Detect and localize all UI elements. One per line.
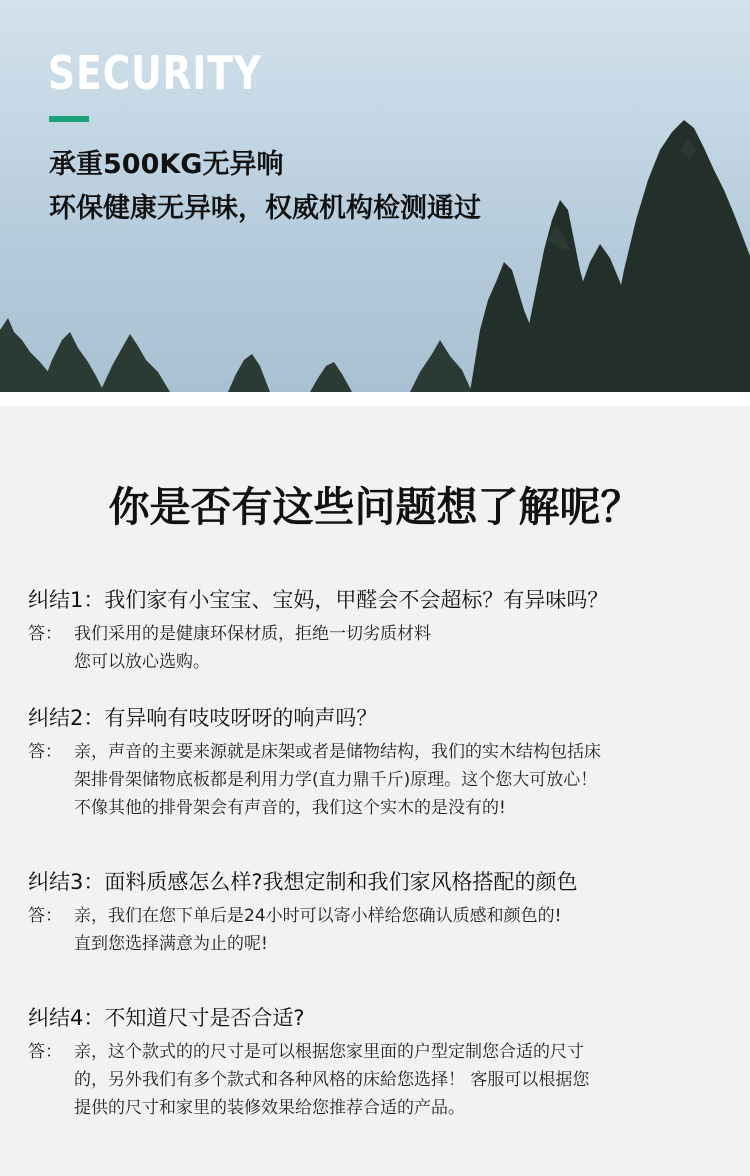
- answer-text: [74, 1038, 589, 1122]
- answer-line: 的，另外我们有多个款式和各种风格的床給您选择！ 客服可以根据您: [74, 1070, 590, 1090]
- faq-answer: [28, 1038, 728, 1122]
- answer-line: 您可以放心选购。: [74, 652, 210, 672]
- faq-answer: [28, 902, 728, 958]
- faq-item-3: [28, 866, 728, 958]
- answer-line: 不像其他的排骨架会有声音的，我们这个实木的是没有的!: [74, 798, 506, 818]
- faq-question: 纠结3：面料质感怎么样?我想定制和我们家风格搭配的颜色: [28, 870, 578, 894]
- answer-line: 亲，这个款式的的尺寸是可以根据您家里面的户型定制您合适的尺寸: [74, 1042, 584, 1062]
- answer-text: [74, 620, 431, 676]
- answer-line: 我们采用的是健康环保材质，拒绝一切劣质材料: [74, 624, 431, 644]
- faq-question: 纠结1：我们家有小宝宝、宝妈，甲醛会不会超标？有异味吗？: [28, 588, 609, 612]
- faq-answer: [28, 738, 728, 822]
- answer-line: 直到您选择满意为止的呢!: [74, 934, 268, 954]
- answer-prefix: 答：: [28, 742, 62, 762]
- faq-item-2: [28, 702, 728, 822]
- hero-banner: [0, 0, 750, 392]
- accent-bar: [49, 116, 89, 122]
- answer-line: 架排骨架储物底板都是利用力学(直力鼎千斤)原理。这个您大可放心！: [74, 770, 598, 790]
- answer-prefix: 答：: [28, 1042, 62, 1062]
- hero-title: SECURITY: [48, 46, 262, 100]
- hero-tagline-eco: 环保健康无异味，权威机构检测通过: [49, 193, 481, 224]
- faq-question: 纠结2：有异响有吱吱呀呀的响声吗？: [28, 706, 378, 730]
- answer-text: [74, 738, 601, 822]
- answer-prefix: 答：: [28, 906, 62, 926]
- faq-section: [0, 406, 750, 1176]
- faq-title: 你是否有这些问题想了解呢？: [108, 483, 642, 531]
- answer-text: [74, 902, 561, 958]
- answer-line: 提供的尺寸和家里的装修效果给您推荐合适的产品。: [74, 1098, 465, 1118]
- answer-line: 亲，声音的主要来源就是床架或者是储物结构，我们的实木结构包括床: [74, 742, 601, 762]
- answer-line: 亲，我们在您下单后是24小时可以寄小样给您确认质感和颜色的!: [74, 906, 562, 926]
- answer-prefix: 答：: [28, 624, 62, 644]
- section-divider: [0, 392, 750, 406]
- hero-tagline-load: 承重500KG无异响: [49, 149, 284, 180]
- faq-item-1: [28, 584, 728, 676]
- faq-answer: [28, 620, 728, 676]
- faq-question: 纠结4：不知道尺寸是否合适?: [28, 1006, 305, 1030]
- faq-item-4: [28, 1002, 728, 1122]
